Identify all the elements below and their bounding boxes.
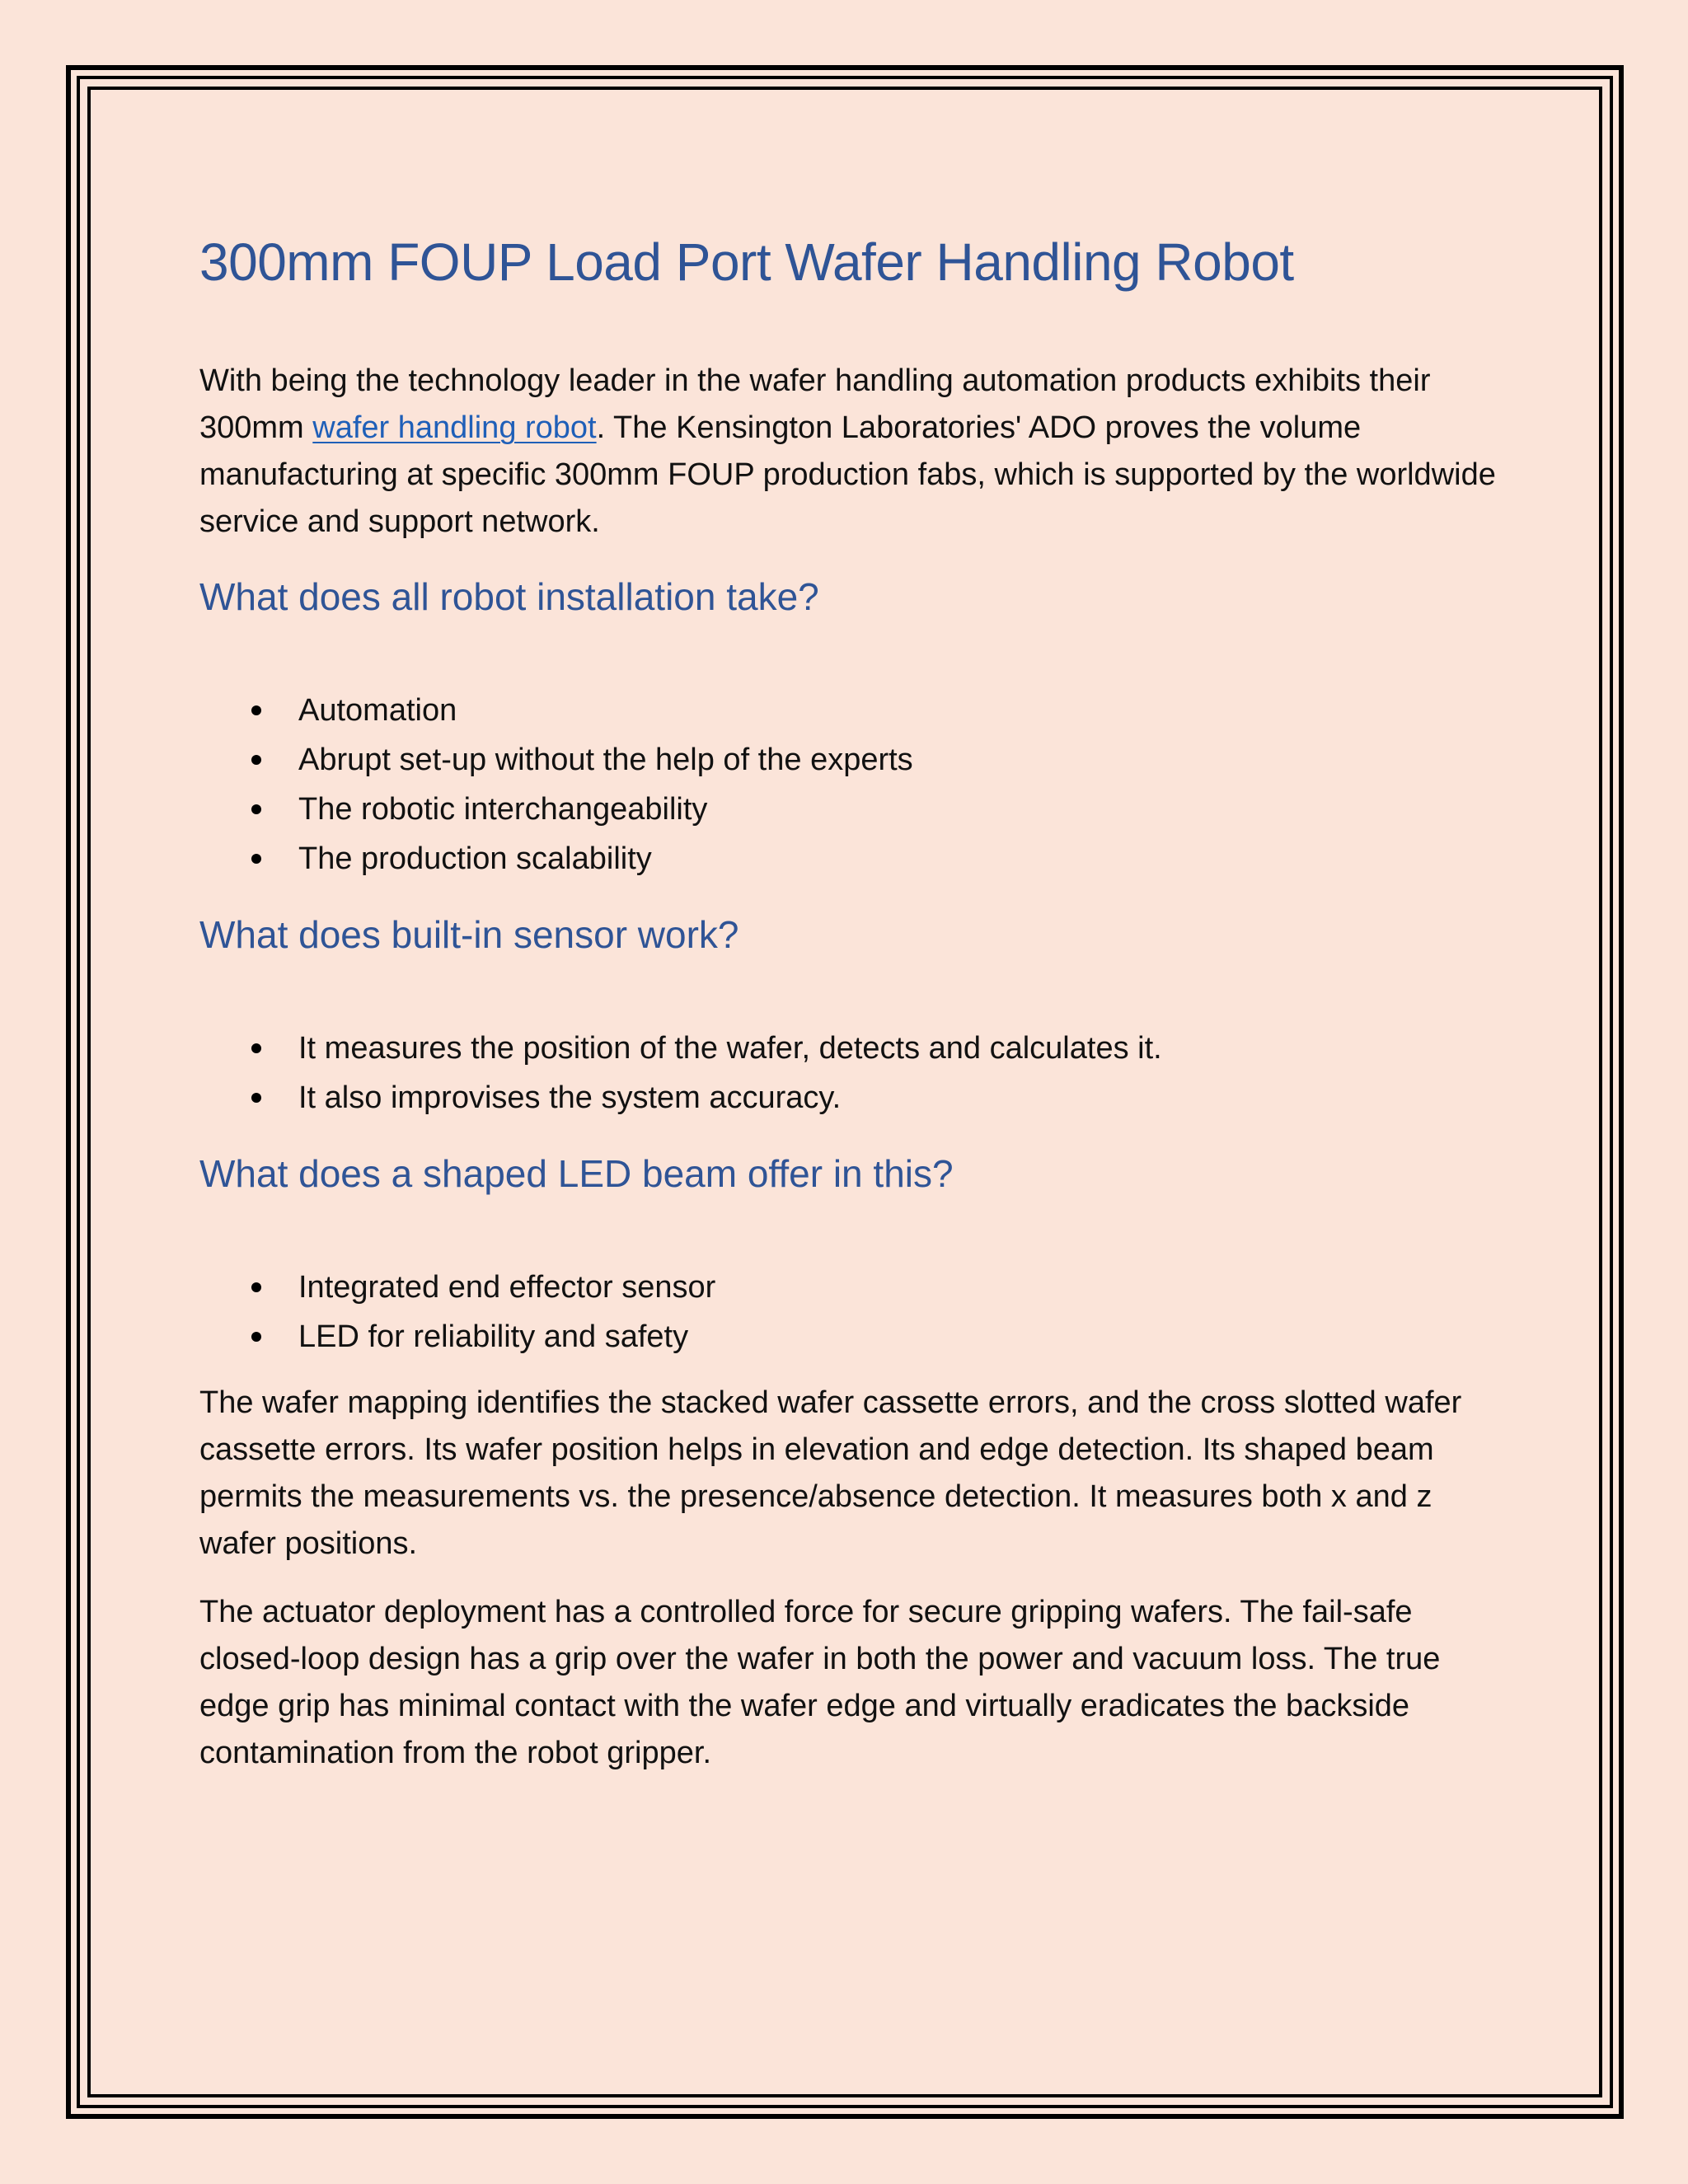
list-item [199, 834, 1502, 883]
document-body [199, 229, 1502, 1777]
wafer-handling-robot-link[interactable]: wafer handling robot [312, 410, 597, 445]
section-heading-led-beam: What does a shaped LED beam offer in this? [199, 1152, 954, 1195]
list-item-text: LED for reliability and safety [298, 1319, 689, 1354]
list-item-text: Abrupt set-up without the help of the experts [298, 743, 913, 777]
list-item-text: The robotic interchangeability [298, 792, 708, 827]
bullet-icon [251, 705, 261, 715]
bullet-icon [251, 755, 261, 765]
bullet-icon [251, 804, 261, 814]
list-item-text: Automation [298, 693, 457, 728]
list-item-text: The production scalability [298, 841, 652, 876]
list-item [199, 1263, 1502, 1312]
list-item-text: It measures the position of the wafer, detects and calculates it. [298, 1031, 1162, 1066]
section-heading-sensor: What does built-in sensor work? [199, 913, 739, 956]
list-item [199, 735, 1502, 785]
list-item [199, 1024, 1502, 1073]
actuator-deployment-paragraph: The actuator deployment has a controlled force for secure gripping wafers. The fail-safe closed-loop design has a grip over the wafer in both the power and vacuum loss. The true edge grip has minimal contact with the wafer edge and virtually eradicates the backside contamination from the robot gripper. [199, 1595, 1441, 1770]
list-item-text: It also improvises the system accuracy. [298, 1080, 842, 1115]
list-item-text: Integrated end effector sensor [298, 1270, 716, 1305]
bullet-icon [251, 854, 261, 864]
bullet-icon [251, 1043, 261, 1053]
list-item [199, 785, 1502, 834]
bullet-icon [251, 1282, 261, 1292]
bullet-icon [251, 1093, 261, 1103]
intro-text-before-link: With being the technology leader in the wafer handling automation products exhibits their 300mm [199, 363, 1431, 445]
wafer-mapping-paragraph: The wafer mapping identifies the stacked wafer cassette errors, and the cross slotted wafer cassette errors. Its wafer position helps in elevation and edge detection. Its shaped beam permits the measurements vs. the presence/absence detection. It measures both x and z wafer positions. [199, 1385, 1462, 1561]
list-item [199, 1073, 1502, 1122]
section-heading-installation: What does all robot installation take? [199, 575, 819, 618]
list-item [199, 1312, 1502, 1361]
sensor-bullet-list [199, 1024, 1502, 1122]
document-title: 300mm FOUP Load Port Wafer Handling Robot [199, 232, 1294, 292]
bullet-icon [251, 1332, 261, 1342]
intro-text-after-link: . The Kensington Laboratories' ADO proves the volume manufacturing at specific 300mm FOUP production fabs, which is supported by the worldwide service and support network. [199, 410, 1496, 539]
intro-paragraph [199, 358, 1502, 546]
installation-bullet-list [199, 686, 1502, 883]
list-item [199, 686, 1502, 735]
led-beam-bullet-list [199, 1263, 1502, 1361]
